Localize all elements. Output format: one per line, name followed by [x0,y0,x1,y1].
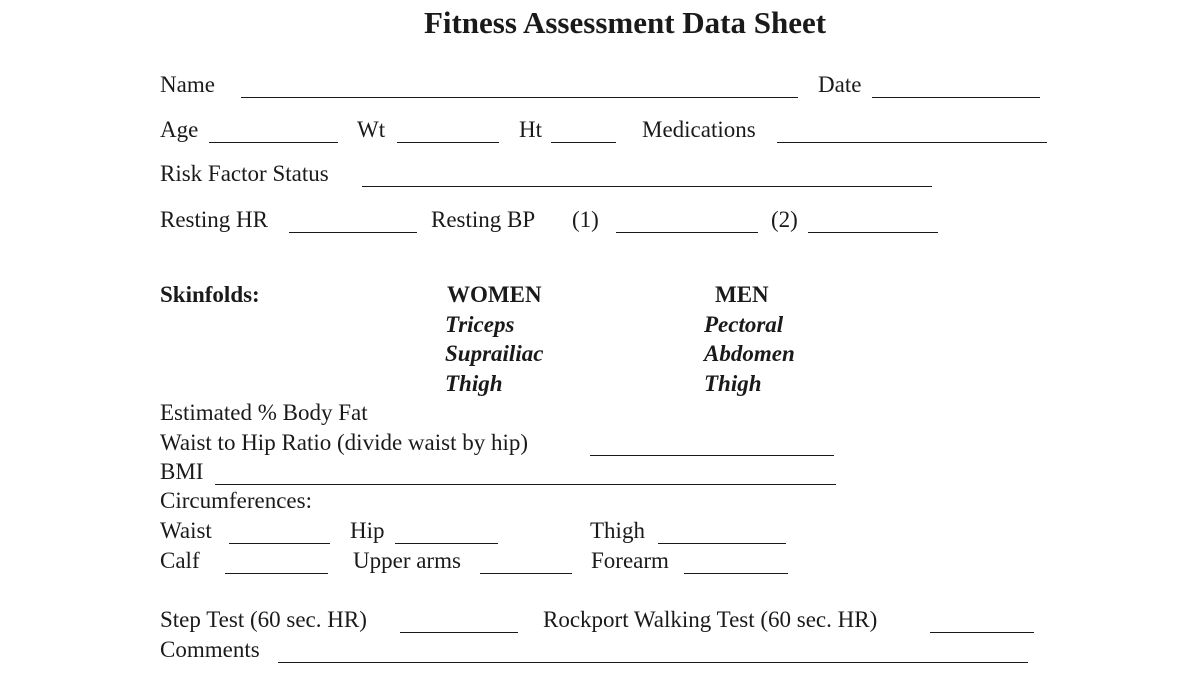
men-heading: MEN [715,282,769,307]
waist-hip-ratio-label: Waist to Hip Ratio (divide waist by hip) [160,430,529,455]
waist-label: Waist [160,518,212,543]
step-test-label: Step Test (60 sec. HR) [160,607,367,632]
women-heading: WOMEN [447,282,542,307]
resting-hr-label: Resting HR [160,207,268,232]
women-site-suprailiac: Suprailiac [445,341,544,366]
bp-reading-2-label: (2) [771,207,798,232]
resting-bp-label: Resting BP [431,207,536,232]
thigh-label: Thigh [590,518,645,543]
bp-reading-2-field[interactable] [808,232,938,233]
age-field[interactable] [209,142,338,143]
upper-arms-field[interactable] [480,573,572,574]
hip-field[interactable] [395,543,498,544]
bp-reading-1-field[interactable] [616,232,758,233]
forearm-field[interactable] [684,573,788,574]
risk-factor-label: Risk Factor Status [160,161,329,186]
name-field[interactable] [241,97,798,98]
bmi-label: BMI [160,459,204,484]
men-site-abdomen: Abdomen [704,341,795,366]
step-test-field[interactable] [400,632,518,633]
rockport-test-label: Rockport Walking Test (60 sec. HR) [543,607,878,632]
age-label: Age [160,117,199,142]
waist-field[interactable] [229,543,330,544]
weight-field[interactable] [397,142,499,143]
risk-factor-field[interactable] [362,186,932,187]
rockport-test-field[interactable] [930,632,1034,633]
name-label: Name [160,72,215,97]
calf-field[interactable] [225,573,328,574]
comments-label: Comments [160,637,260,662]
hip-label: Hip [350,518,385,543]
height-label: Ht [519,117,542,142]
weight-label: Wt [357,117,386,142]
circumferences-heading: Circumferences: [160,488,312,513]
page-title: Fitness Assessment Data Sheet [423,5,827,40]
upper-arms-label: Upper arms [353,548,461,573]
bmi-field[interactable] [215,484,836,485]
skinfolds-label: Skinfolds: [160,282,260,307]
women-site-thigh: Thigh [445,371,503,396]
medications-label: Medications [642,117,756,142]
women-site-triceps: Triceps [445,312,515,337]
comments-field[interactable] [278,662,1028,663]
waist-hip-ratio-field[interactable] [590,455,834,456]
men-site-pectoral: Pectoral [704,312,784,337]
forearm-label: Forearm [591,548,669,573]
date-label: Date [818,72,862,97]
calf-label: Calf [160,548,200,573]
bp-reading-1-label: (1) [572,207,599,232]
men-site-thigh: Thigh [704,371,762,396]
height-field[interactable] [551,142,616,143]
medications-field[interactable] [777,142,1047,143]
date-field[interactable] [872,97,1040,98]
body-fat-label: Estimated % Body Fat [160,400,368,425]
thigh-field[interactable] [658,543,786,544]
resting-hr-field[interactable] [289,232,417,233]
